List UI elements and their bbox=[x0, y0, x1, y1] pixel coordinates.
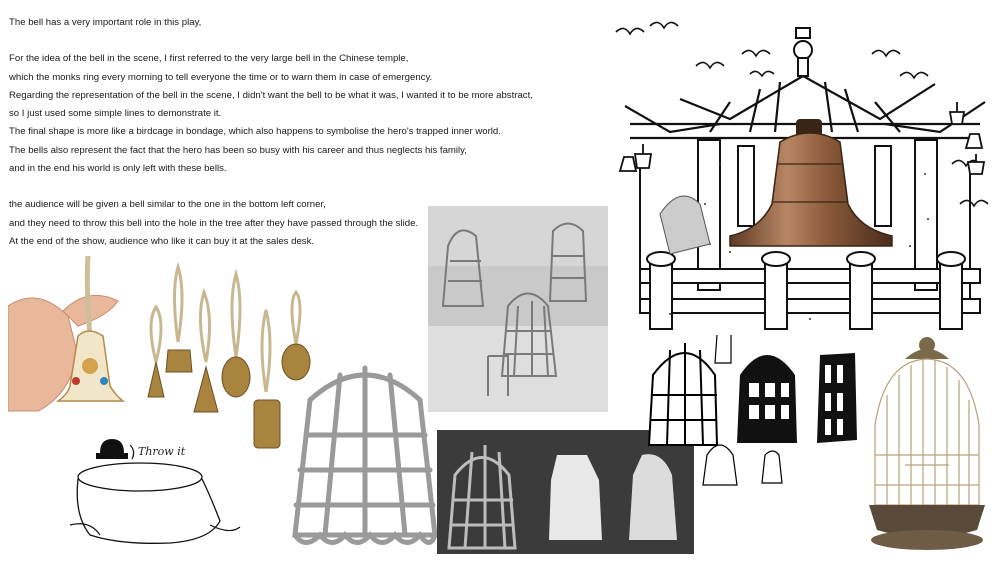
intro-line: The bell has a very important role in this play, bbox=[9, 17, 202, 28]
hand-holding-bell-photo bbox=[8, 246, 138, 416]
wire-cage-bell-model bbox=[280, 350, 450, 560]
paragraph1-line: The final shape is more like a birdcage in bondage, which also happens to symbolise the hero's trapped inner world. bbox=[9, 126, 501, 138]
cage-model-render bbox=[428, 206, 608, 412]
paragraph2-line: the audience will be given a bell similar to the one in the bottom left corner, bbox=[9, 199, 326, 211]
black-cage-bell-icon bbox=[737, 355, 797, 443]
birdcage-photo bbox=[865, 335, 990, 555]
paragraph1-line: For the idea of the bell in the scene, I first referred to the very large bell in the Chinese temple, bbox=[9, 53, 409, 65]
cage-bell-icons bbox=[645, 335, 870, 495]
paragraph1-line: which the monks ring every morning to tell everyone the time or to warn them in case of emergency. bbox=[9, 71, 433, 83]
paragraph1-line: Regarding the representation of the bell in the scene, I didn't want the bell to be what it was, I wanted it to be more abstract, bbox=[9, 89, 533, 101]
paragraph1-line: and in the end his world is only left with these bells. bbox=[9, 163, 227, 175]
temple-bell-sketch bbox=[610, 14, 1000, 334]
paragraph1-line: The bells also represent the fact that the hero has been so busy with his career and thus neglects his family, bbox=[9, 144, 467, 156]
tall-cage-bell-icon bbox=[817, 353, 857, 443]
paragraph1-line: so I just used some simple lines to demonstrate it. bbox=[9, 108, 222, 120]
paragraph2-line: At the end of the show, audience who like it can buy it at the sales desk. bbox=[9, 235, 315, 247]
throw-sketch bbox=[60, 425, 250, 560]
throw-label: Throw it bbox=[138, 445, 186, 458]
paragraph2-line: and they need to throw this bell into the hole in the tree after they have passed through the slide. bbox=[9, 217, 419, 229]
